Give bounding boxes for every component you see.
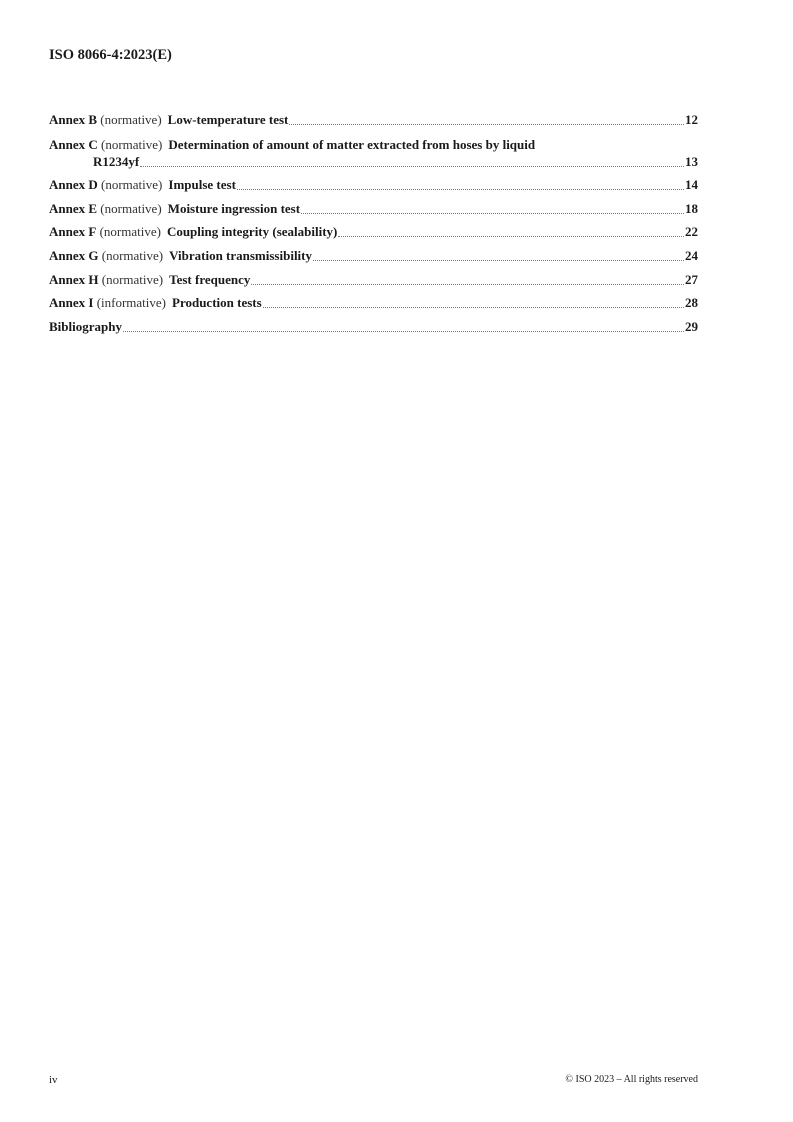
toc-title: Test frequency xyxy=(169,271,251,287)
annex-label: Annex E xyxy=(49,200,98,216)
annex-kind: (normative) xyxy=(100,200,162,216)
leader-dots xyxy=(313,260,684,261)
page-number: 29 xyxy=(685,318,698,334)
page-number: 13 xyxy=(685,153,698,169)
toc-title-continued: R1234yf xyxy=(93,153,140,169)
annex-kind: (normative) xyxy=(99,224,161,240)
page-number: 12 xyxy=(685,112,698,127)
annex-label: Annex H xyxy=(49,271,99,287)
table-of-contents xyxy=(49,112,698,342)
toc-title: Coupling integrity (sealability) xyxy=(166,224,338,240)
page-number: 28 xyxy=(685,295,698,311)
toc-entry[interactable] xyxy=(49,248,698,264)
leader-dots xyxy=(338,236,684,237)
toc-entry[interactable] xyxy=(49,295,698,311)
toc-title: Low-temperature test xyxy=(167,112,289,127)
toc-title: Vibration transmissibility xyxy=(169,247,313,263)
annex-label: Annex B xyxy=(49,112,98,127)
toc-entry[interactable] xyxy=(49,112,698,128)
annex-kind: (normative) xyxy=(101,136,163,152)
toc-title: Production tests xyxy=(172,295,262,311)
annex-label: Annex I xyxy=(49,295,94,311)
toc-entry-bibliography[interactable] xyxy=(49,319,698,335)
toc-title: Impulse test xyxy=(168,177,236,193)
toc-title: Determination of amount of matter extracted from hoses by liquid xyxy=(168,136,536,152)
annex-label: Annex D xyxy=(49,177,98,193)
document-id: ISO 8066-4:2023(E) xyxy=(49,47,172,63)
toc-entry[interactable] xyxy=(49,272,698,288)
annex-label: Annex C xyxy=(49,136,98,152)
leader-dots xyxy=(301,213,684,214)
annex-kind: (normative) xyxy=(101,271,164,287)
leader-dots xyxy=(237,189,684,190)
toc-entry[interactable] xyxy=(49,201,698,217)
footer-page-number: iv xyxy=(49,1074,58,1086)
annex-kind: (informative) xyxy=(96,295,166,311)
annex-kind: (normative) xyxy=(101,177,163,193)
toc-title: Bibliography xyxy=(49,318,122,334)
footer-copyright: © ISO 2023 – All rights reserved xyxy=(565,1074,698,1085)
annex-label: Annex F xyxy=(49,224,97,240)
leader-dots xyxy=(123,331,684,332)
toc-entry[interactable] xyxy=(49,136,698,170)
toc-entry[interactable] xyxy=(49,177,698,193)
leader-dots xyxy=(289,124,684,125)
toc-entry[interactable] xyxy=(49,224,698,240)
toc-title: Moisture ingression test xyxy=(167,200,301,216)
leader-dots xyxy=(263,307,684,308)
leader-dots xyxy=(140,166,684,167)
annex-label: Annex G xyxy=(49,247,99,263)
page-number: 14 xyxy=(685,177,698,193)
page-number: 18 xyxy=(685,200,698,216)
page-number: 24 xyxy=(685,247,698,263)
leader-dots xyxy=(251,284,684,285)
annex-kind: (normative) xyxy=(101,247,164,263)
page-number: 27 xyxy=(685,271,698,287)
annex-kind: (normative) xyxy=(100,112,162,127)
page-number: 22 xyxy=(685,224,698,240)
